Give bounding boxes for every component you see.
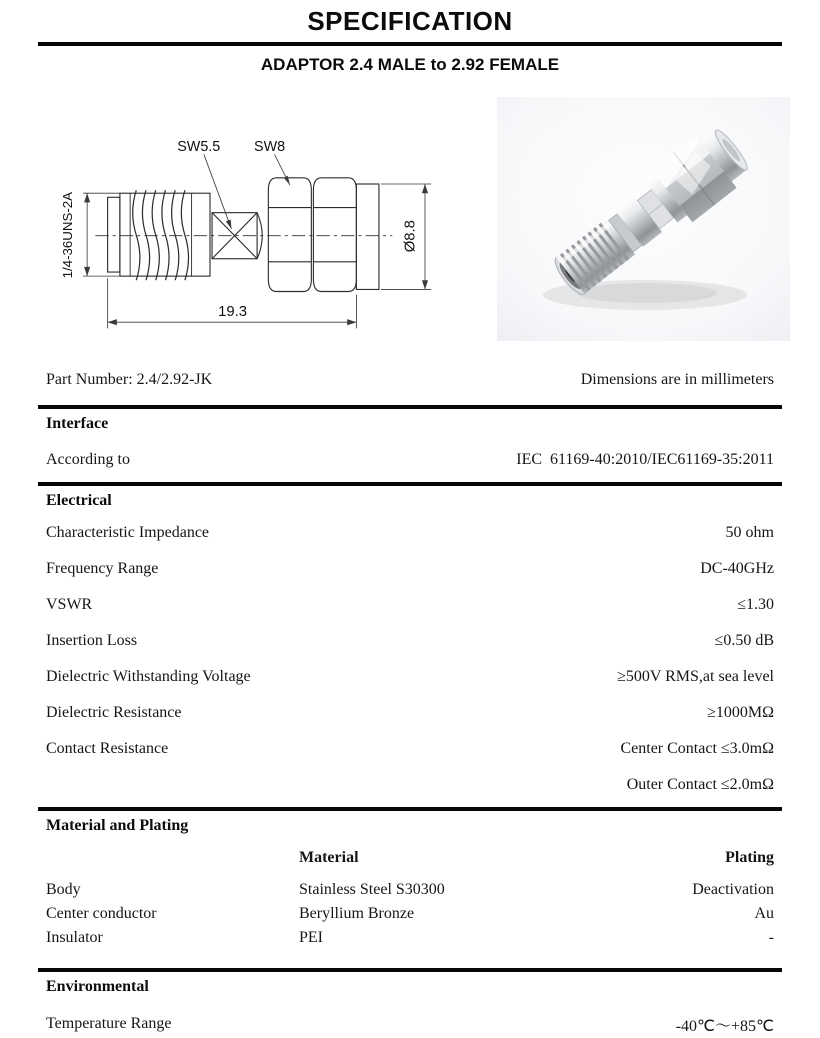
spec-value: ≥1000MΩ bbox=[707, 704, 774, 721]
spec-label: Insertion Loss bbox=[46, 632, 138, 649]
label-diameter: Ø8.8 bbox=[402, 220, 419, 253]
part-cell: Center conductor bbox=[46, 905, 157, 922]
dimension-drawing-svg bbox=[38, 109, 468, 345]
spec-row-vswr bbox=[46, 587, 774, 623]
thread-profile bbox=[133, 190, 189, 280]
spec-label: According to bbox=[46, 451, 130, 468]
material-cell: Stainless Steel S30300 bbox=[299, 881, 445, 898]
spec-value: -40℃～+85℃ bbox=[675, 1017, 774, 1035]
spec-value: ≥500V RMS,at sea level bbox=[617, 668, 774, 685]
dimension-arrows bbox=[84, 176, 428, 325]
spec-row-temperature bbox=[46, 1012, 774, 1036]
spec-label: Contact Resistance bbox=[46, 740, 169, 757]
label-length: 19.3 bbox=[218, 304, 247, 321]
spec-value: ≤0.50 dB bbox=[714, 632, 774, 649]
spec-row-withstanding-voltage bbox=[46, 659, 774, 695]
col-header-part bbox=[46, 846, 299, 870]
spec-value: 50 ohm bbox=[725, 524, 774, 541]
spec-row-insertion-loss bbox=[46, 623, 774, 659]
electrical-heading: Electrical bbox=[46, 492, 112, 509]
product-photo bbox=[497, 97, 790, 345]
spec-value: ≤1.30 bbox=[737, 596, 774, 613]
left-step bbox=[108, 197, 120, 272]
spec-label: VSWR bbox=[46, 596, 93, 613]
spec-label: Characteristic Impedance bbox=[46, 524, 210, 541]
spec-label: Frequency Range bbox=[46, 560, 159, 577]
material-row-center-conductor bbox=[46, 902, 774, 926]
spec-row-according-to bbox=[46, 451, 774, 469]
spec-row-contact-resistance-center bbox=[46, 731, 774, 767]
plating-cell: Au bbox=[754, 905, 774, 922]
col-header-plating: Plating bbox=[725, 849, 774, 866]
title-rule bbox=[38, 42, 782, 46]
spec-value: IEC 61169-40:2010/IEC61169-35:2011 bbox=[516, 451, 774, 468]
product-photo-svg bbox=[497, 97, 790, 341]
spec-row-frequency bbox=[46, 551, 774, 587]
material-row-body bbox=[46, 878, 774, 902]
spec-row-contact-resistance-outer bbox=[46, 767, 774, 803]
section-interface bbox=[38, 405, 782, 482]
section-material bbox=[38, 807, 782, 968]
page-title: SPECIFICATION bbox=[307, 6, 513, 36]
figure-row bbox=[0, 97, 820, 345]
plating-cell: - bbox=[768, 929, 774, 946]
material-row-insulator bbox=[46, 926, 774, 950]
material-cell: PEI bbox=[299, 929, 323, 946]
material-heading: Material and Plating bbox=[46, 817, 189, 834]
electrical-rows bbox=[46, 515, 774, 803]
part-number: Part Number: 2.4/2.92-JK bbox=[46, 371, 213, 388]
spec-label: Dielectric Withstanding Voltage bbox=[46, 668, 251, 685]
section-environmental bbox=[38, 968, 782, 1036]
hex-nut bbox=[268, 178, 356, 292]
material-cell: Beryllium Bronze bbox=[299, 905, 415, 922]
environmental-heading: Environmental bbox=[46, 978, 149, 995]
part-cell: Body bbox=[46, 881, 81, 898]
spec-label: Dielectric Resistance bbox=[46, 704, 182, 721]
spec-row-impedance bbox=[46, 515, 774, 551]
material-table-header bbox=[46, 846, 774, 870]
dimensions-note: Dimensions are in millimeters bbox=[580, 371, 774, 388]
material-table bbox=[46, 846, 774, 950]
page-subtitle: ADAPTOR 2.4 MALE to 2.92 FEMALE bbox=[260, 55, 560, 74]
spec-value: DC-40GHz bbox=[700, 560, 774, 577]
section-electrical bbox=[38, 482, 782, 807]
col-header-material: Material bbox=[299, 849, 359, 866]
label-sw5-5: SW5.5 bbox=[177, 139, 221, 156]
spec-row-dielectric-resistance bbox=[46, 695, 774, 731]
interface-heading: Interface bbox=[46, 415, 109, 432]
spec-value: Outer Contact ≤2.0mΩ bbox=[626, 776, 774, 793]
male-end-cylinder bbox=[356, 184, 379, 289]
plating-cell: Deactivation bbox=[692, 881, 774, 898]
spec-value: Center Contact ≤3.0mΩ bbox=[620, 740, 774, 757]
label-thread-spec: 1/4-36UNS-2A bbox=[59, 191, 75, 279]
part-cell: Insulator bbox=[46, 929, 103, 946]
spec-label: Temperature Range bbox=[46, 1015, 172, 1032]
technical-drawing bbox=[38, 97, 468, 345]
label-sw8: SW8 bbox=[254, 139, 286, 156]
meta-row bbox=[38, 371, 782, 393]
